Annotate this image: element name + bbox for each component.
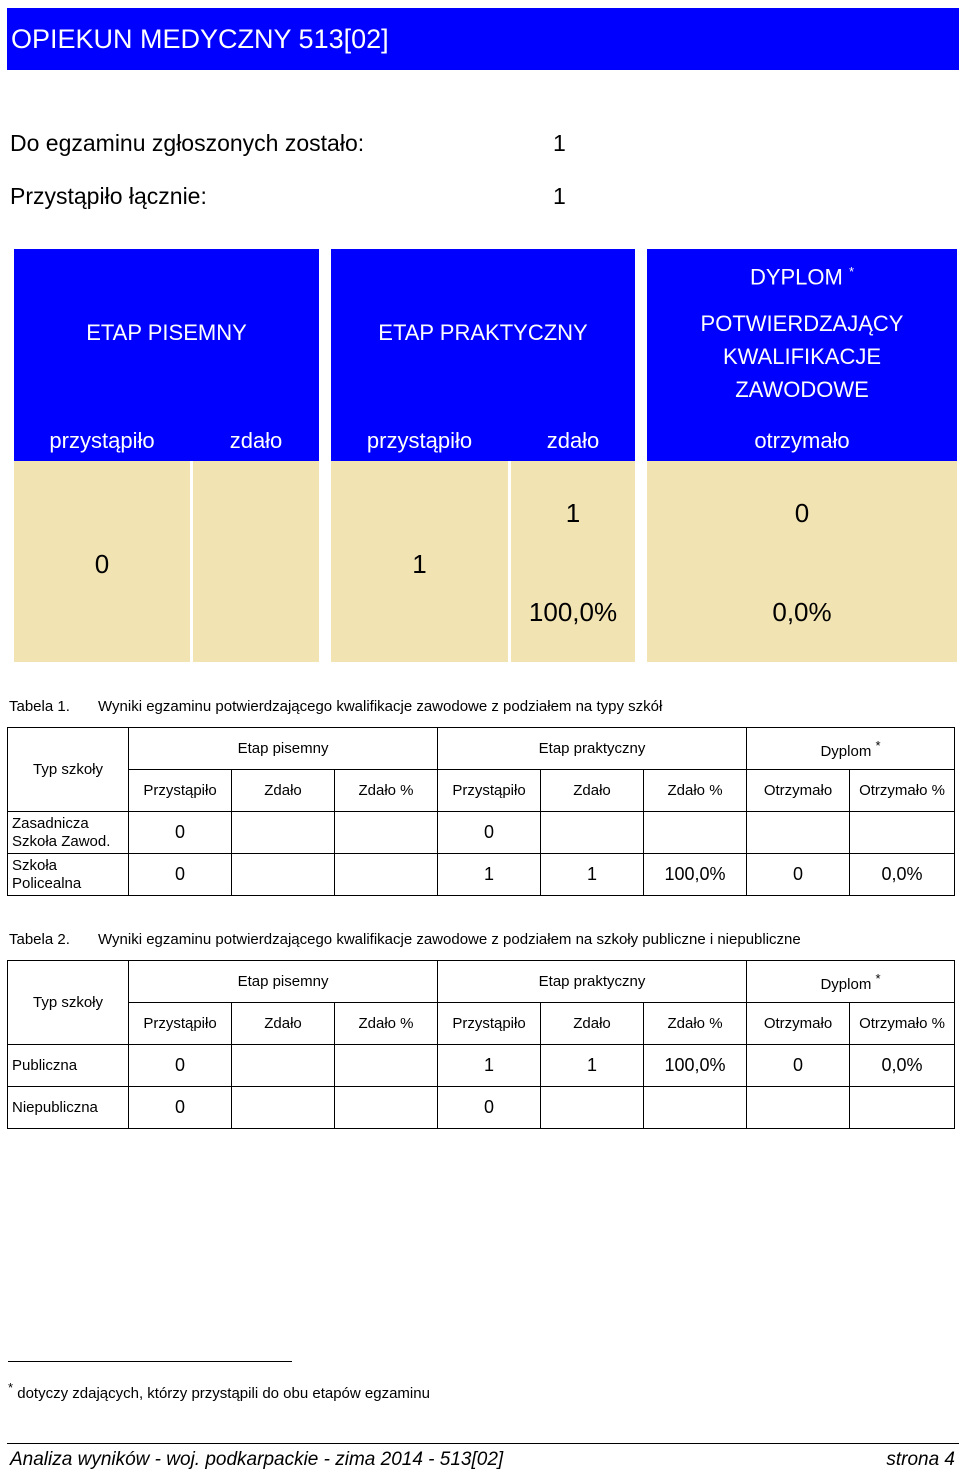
table-cell: 0,0% [850, 854, 955, 896]
sub-header-passed-2: zdało [511, 417, 635, 461]
page-title: OPIEKUN MEDYCZNY 513[02] [11, 24, 389, 54]
registered-label: Do egzaminu zgłoszonych zostało: [10, 130, 365, 156]
written-passed-cell [193, 461, 319, 662]
table-cell: 0 [129, 812, 232, 854]
table1-h-received: Otrzymało [747, 770, 850, 812]
footnote [8, 1380, 430, 1402]
table1 [7, 727, 955, 896]
diploma-received-pct: 0,0% [772, 597, 832, 627]
table1-h-passed-1: Zdało [232, 770, 335, 812]
table1-caption: Wyniki egzaminu potwierdzającego kwalifikacje zawodowe z podziałem na typy szkół [98, 698, 663, 715]
footnote-text: dotyczy zdających, którzy przystąpili do obu etapów egzaminu [17, 1385, 430, 1402]
footer-page-number: strona 4 [886, 1449, 955, 1470]
table-cell: 0 [438, 1087, 541, 1129]
table2-h-attended-2: Przystąpiło [438, 1003, 541, 1045]
table2-h-passed-pct-2: Zdało % [644, 1003, 747, 1045]
table2-label: Tabela 2. [9, 931, 70, 948]
table2-h-attended-1: Przystąpiło [129, 1003, 232, 1045]
sub-header-passed-1: zdało [193, 417, 319, 461]
table-row [8, 1087, 955, 1129]
table2-caption: Wyniki egzaminu potwierdzającego kwalifikacje zawodowe z podziałem na szkoły publiczne i niepubliczne [98, 931, 801, 948]
table-cell: 0 [747, 1045, 850, 1087]
diploma-received-value: 0 [794, 498, 810, 528]
table-cell: 100,0% [644, 854, 747, 896]
table-cell [747, 812, 850, 854]
table1-practical-header: Etap praktyczny [438, 728, 747, 770]
table2-practical-header: Etap praktyczny [438, 961, 747, 1003]
table1-h-attended-1: Przystąpiło [129, 770, 232, 812]
table-cell [232, 1045, 335, 1087]
table2-row2-type: Niepubliczna [8, 1087, 129, 1129]
table2-h-passed-1: Zdało [232, 1003, 335, 1045]
table-row [8, 854, 955, 896]
table-cell: 1 [541, 1045, 644, 1087]
table1-type-header: Typ szkoły [8, 728, 129, 812]
footnote-star: * [8, 1380, 14, 1395]
table2-row1-type: Publiczna [8, 1045, 129, 1087]
table2-diploma-header: Dyplom * [747, 961, 955, 1003]
footer-left: Analiza wyników - woj. podkarpackie - zima 2014 - 513[02] [10, 1449, 504, 1470]
attended-value: 1 [553, 183, 566, 209]
practical-attended-value: 1 [412, 549, 427, 579]
table-cell: 1 [541, 854, 644, 896]
table-cell: 1 [438, 1045, 541, 1087]
diploma-received-cell [647, 461, 957, 662]
table1-h-received-pct: Otrzymało % [850, 770, 955, 812]
table1-h-passed-pct-1: Zdało % [335, 770, 438, 812]
table1-written-header: Etap pisemny [129, 728, 438, 770]
practical-passed-cell [511, 461, 635, 662]
footnote-separator [8, 1361, 292, 1362]
practical-stage-title: ETAP PRAKTYCZNY [378, 320, 588, 345]
table2-h-received-pct: Otrzymało % [850, 1003, 955, 1045]
table-cell [335, 812, 438, 854]
registered-row [10, 130, 566, 157]
table-cell [335, 1087, 438, 1129]
attended-label: Przystąpiło łącznie: [10, 183, 207, 209]
table1-label: Tabela 1. [9, 698, 70, 715]
table-cell: 0 [747, 854, 850, 896]
table2-type-header: Typ szkoły [8, 961, 129, 1045]
written-stage-title: ETAP PISEMNY [86, 320, 247, 345]
table-cell [644, 812, 747, 854]
diploma-title-line3: KWALIFIKACJE [722, 344, 882, 369]
diploma-title-line2: POTWIERDZAJĄCY [700, 311, 904, 336]
table-cell [335, 854, 438, 896]
table1-h-passed-2: Zdało [541, 770, 644, 812]
sub-header-attended-1: przystąpiło [14, 417, 190, 461]
table-cell [232, 1087, 335, 1129]
table2 [7, 960, 955, 1129]
practical-passed-value: 1 [565, 498, 581, 528]
table-cell [232, 812, 335, 854]
table1-diploma-header: Dyplom * [747, 728, 955, 770]
table2-h-received: Otrzymało [747, 1003, 850, 1045]
sub-header-received: otrzymało [647, 417, 957, 461]
table-cell: 1 [438, 854, 541, 896]
table-cell [541, 1087, 644, 1129]
table-cell: 0 [129, 854, 232, 896]
written-attended-cell [14, 461, 190, 662]
table1-h-passed-pct-2: Zdało % [644, 770, 747, 812]
table1-row2-type: Szkoła Policealna [8, 854, 129, 896]
practical-attended-cell [331, 461, 508, 662]
table-cell [232, 854, 335, 896]
footer-separator [7, 1443, 959, 1444]
table-cell [541, 812, 644, 854]
table-cell [335, 1045, 438, 1087]
table-cell [850, 1087, 955, 1129]
attended-row [10, 183, 566, 210]
table-cell [644, 1087, 747, 1129]
registered-value: 1 [553, 130, 566, 156]
sub-header-attended-2: przystąpiło [331, 417, 508, 461]
table-row [8, 812, 955, 854]
diploma-title-line1: DYPLOM * [749, 264, 855, 290]
table2-h-passed-pct-1: Zdało % [335, 1003, 438, 1045]
title-bar [7, 8, 959, 70]
diploma-title-line4: ZAWODOWE [735, 377, 869, 402]
table-cell: 0 [129, 1045, 232, 1087]
practical-passed-pct: 100,0% [528, 597, 618, 627]
table-cell: 0 [438, 812, 541, 854]
table-cell: 100,0% [644, 1045, 747, 1087]
table-cell [747, 1087, 850, 1129]
table-cell [850, 812, 955, 854]
table1-row1-type: Zasadnicza Szkoła Zawod. [8, 812, 129, 854]
table-row [8, 1045, 955, 1087]
written-attended-value: 0 [94, 549, 110, 579]
table-cell: 0 [129, 1087, 232, 1129]
table1-h-attended-2: Przystąpiło [438, 770, 541, 812]
table-cell: 0,0% [850, 1045, 955, 1087]
table2-h-passed-2: Zdało [541, 1003, 644, 1045]
table2-written-header: Etap pisemny [129, 961, 438, 1003]
